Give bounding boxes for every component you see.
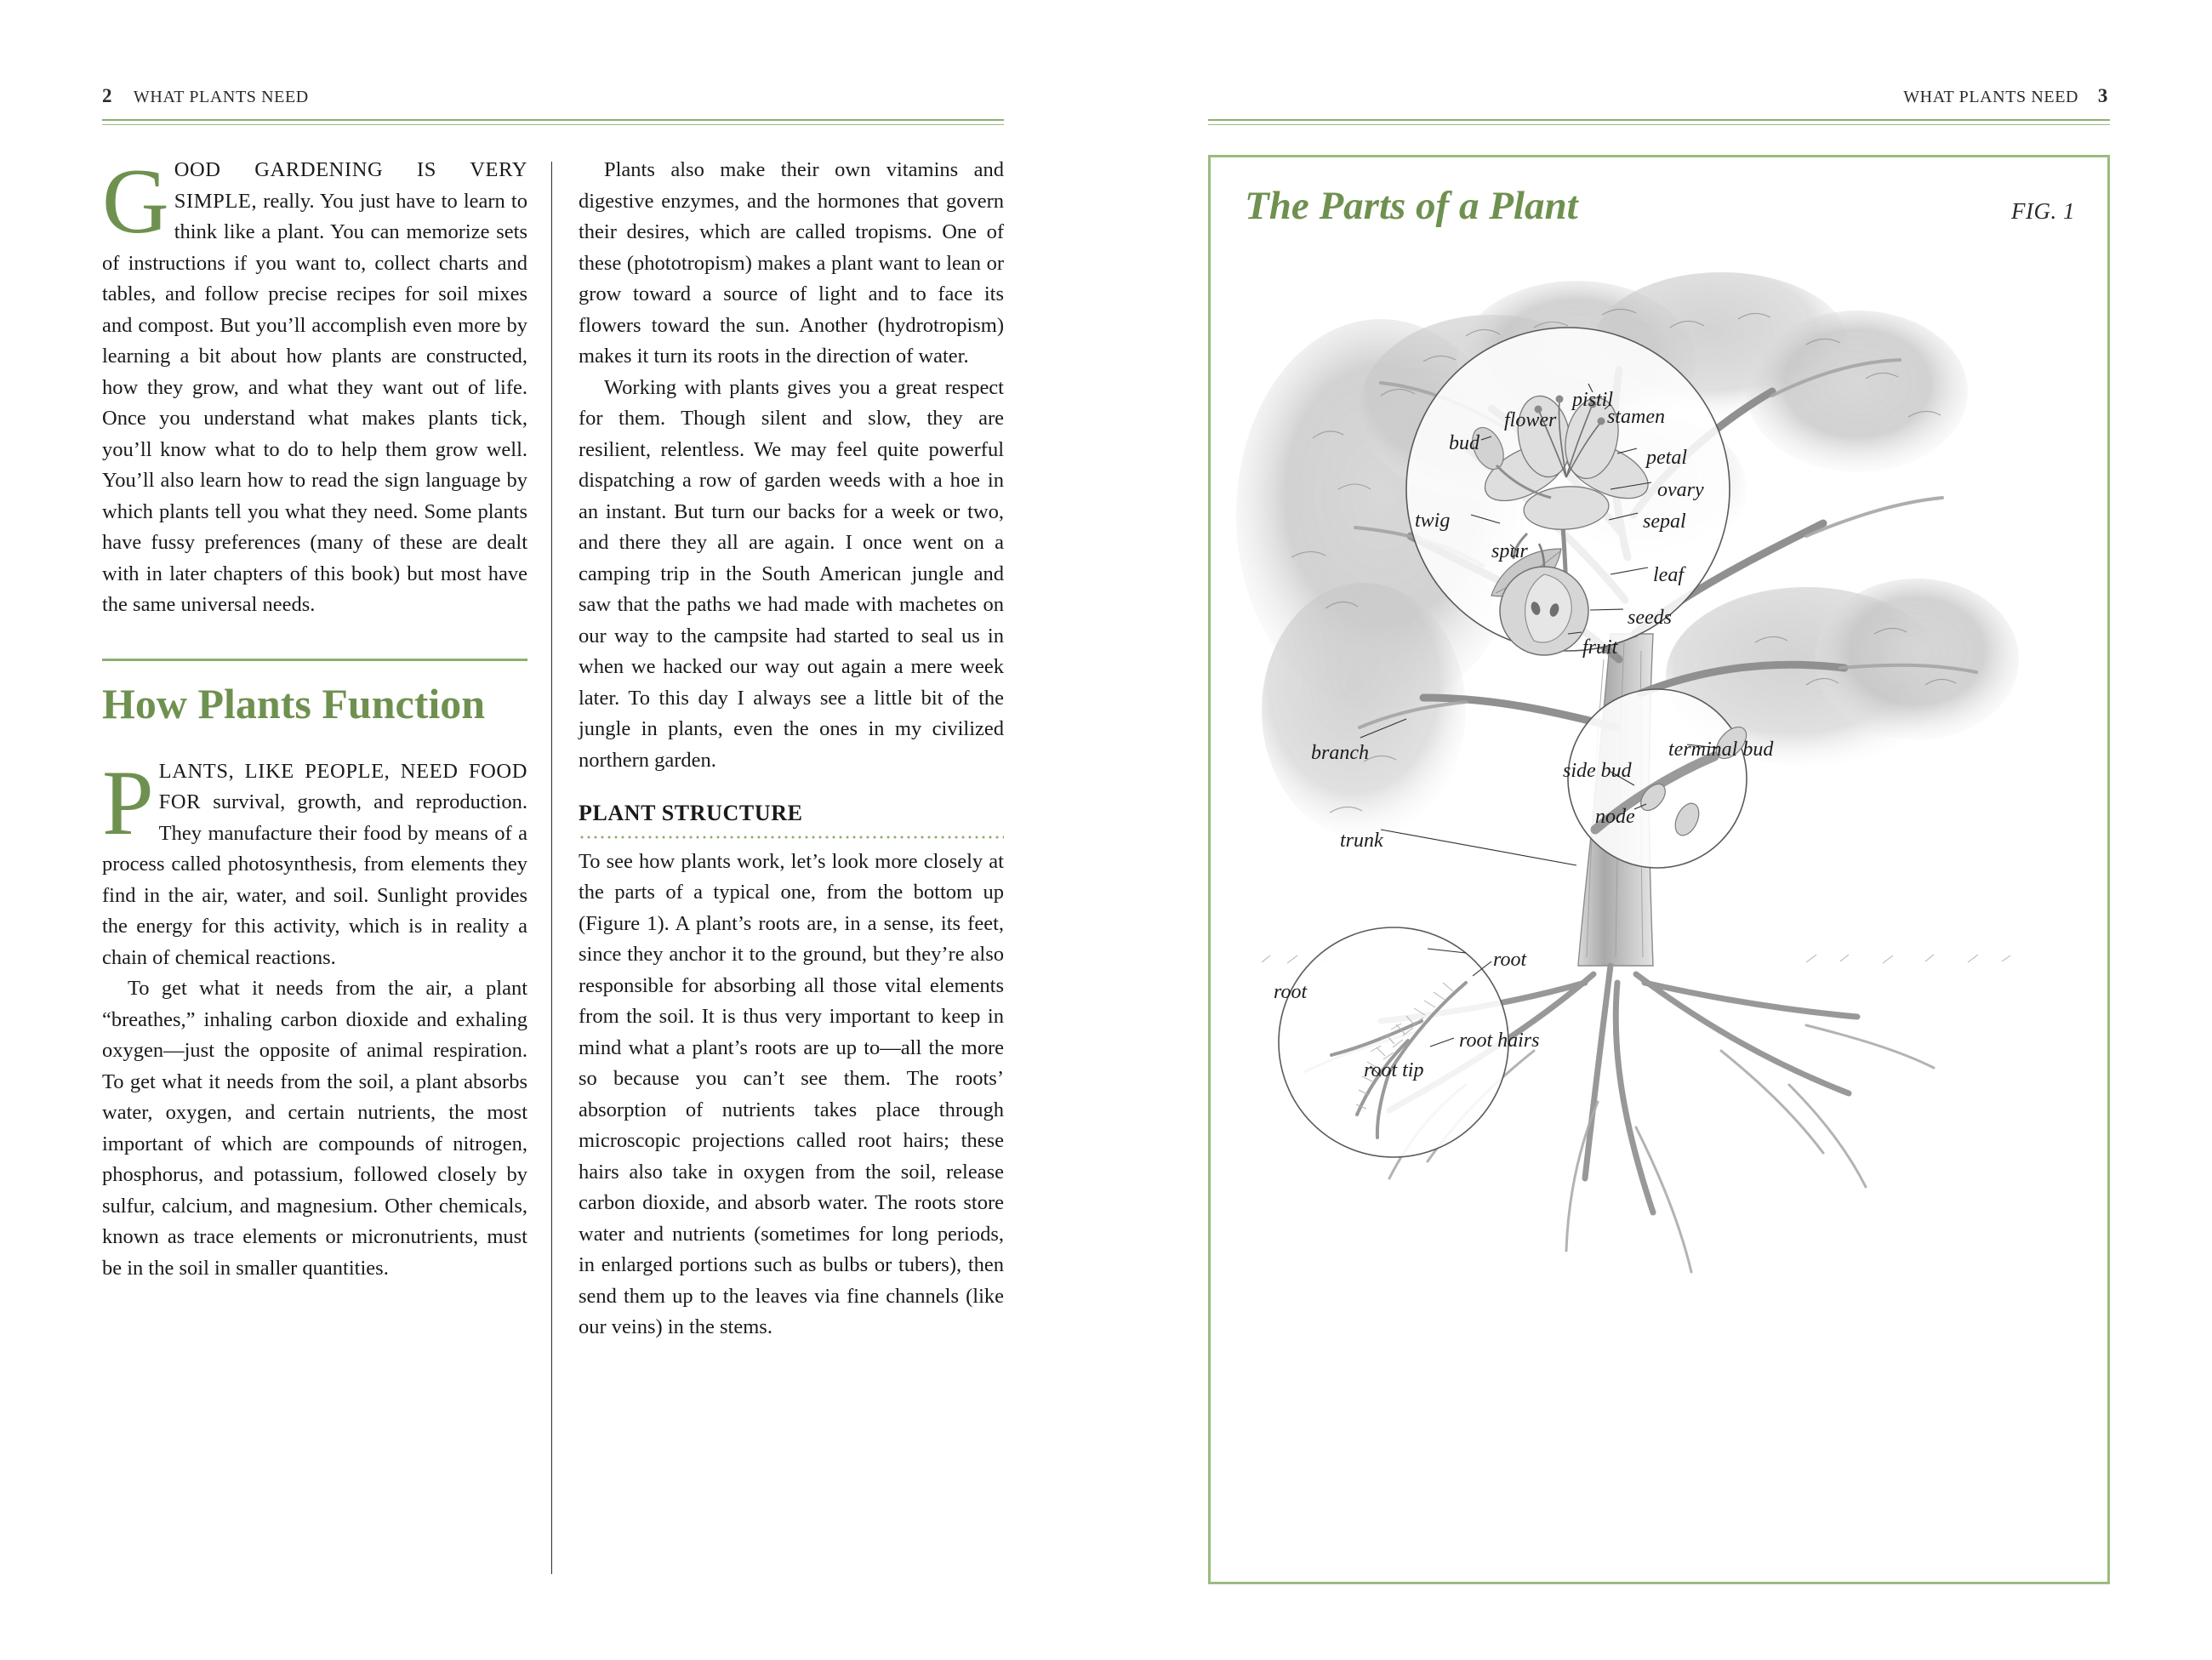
label-spur: spur bbox=[1491, 540, 1528, 562]
plant-illustration bbox=[1211, 234, 2107, 1578]
plants-function-lead-in: LANTS, LIKE PEOPLE, NEED FOOD FOR bbox=[158, 759, 527, 813]
column-a bbox=[102, 150, 527, 1284]
subheading-plant-structure: PLANT STRUCTURE bbox=[579, 801, 803, 825]
air-soil-paragraph: To get what it needs from the air, a plant “breathes,” inhaling carbon dioxide and exhaling oxygen—just the opposite of animal respiration. To get what it needs from the soil, a plant absorbs water, oxygen, and certain nutrients, the most important of which are compounds of nitrogen, phosphorus, and potassium, followed closely by sulfur, calcium, and magnesium. Other chemicals, known as trace elements or micronutrients, must be in the soil in smaller quantities. bbox=[102, 977, 527, 1280]
label-fruit: fruit bbox=[1582, 636, 1618, 659]
section-heading-rule bbox=[102, 659, 527, 661]
section-heading-block bbox=[102, 659, 527, 727]
label-bud: bud bbox=[1449, 432, 1479, 454]
page-number-right: 3 bbox=[2097, 85, 2110, 106]
label-flower: flower bbox=[1504, 409, 1557, 431]
running-head-right-text: WHAT PLANTS NEED bbox=[1903, 88, 2079, 106]
label-root-tip: root tip bbox=[1364, 1059, 1424, 1081]
drop-cap-g: G bbox=[102, 150, 169, 253]
label-sepal: sepal bbox=[1643, 511, 1686, 533]
label-trunk: trunk bbox=[1340, 830, 1383, 852]
text-columns-left bbox=[102, 150, 1004, 1584]
label-twig: twig bbox=[1415, 510, 1451, 532]
label-terminal-bud: terminal bud bbox=[1668, 739, 1774, 761]
opening-paragraph bbox=[102, 150, 527, 621]
figure-number-prefix: F bbox=[2011, 198, 2026, 224]
plants-function-paragraph bbox=[102, 750, 527, 974]
column-divider bbox=[551, 162, 552, 1574]
header-rule-right-2 bbox=[1208, 124, 2110, 125]
running-head-right bbox=[1903, 85, 2110, 107]
figure-number-value: 1 bbox=[2063, 198, 2075, 224]
figure-number-small: IG. bbox=[2026, 198, 2057, 224]
column-b bbox=[579, 155, 1004, 1343]
page-number-left: 2 bbox=[102, 85, 115, 106]
opening-lead-in: OOD GARDENING IS VERY SIMPLE, bbox=[174, 158, 527, 213]
plants-function-text: survival, growth, and reproduction. They manufacture their food by means of a process called photosynthesis, from elements they find in the air, water, and soil. Sunlight provides the energy for this activity, which is in reality a chain of chemical reactions. bbox=[102, 790, 527, 969]
header-rule-left bbox=[102, 119, 1004, 121]
running-head-left-text: WHAT PLANTS NEED bbox=[133, 88, 309, 106]
respect-paragraph: Working with plants gives you a great respect for them. Though silent and slow, they are resilient, relentless. We may feel quite powerful dispatching a row of garden weeds with a hoe in an instant. But turn our backs for a week or two, and there they all are again. I once went on a camping trip in the South American jungle and saw that the paths we had made with machetes on our way to the campsite had started to seal us in when we hacked our way out again a mere week later. To this day I always see a little bit of the jungle in plants, even the ones in my civilized northern garden. bbox=[579, 375, 1004, 772]
header-rule-right bbox=[1208, 119, 2110, 121]
label-node: node bbox=[1595, 806, 1635, 828]
opening-paragraph-text: really. You just have to learn to think like a plant. You can memorize sets of instructions if you want to, collect charts and tables, and follow precise recipes for soil mixes and compost. But you’ll accomplish even more by learning a bit about how plants are constructed, how they grow, and what they want out of life. Once you understand what makes plants tick, you’ll know what to do to help them grow well. You’ll also learn how to read the sign language by which plants tell you what they need. Some plants have fussy preferences (many of these are dealt with in later chapters of this book) but most have the same universal needs. bbox=[102, 189, 527, 616]
label-side-bud: side bud bbox=[1563, 760, 1632, 782]
figure-number bbox=[2011, 198, 2075, 225]
header-rule-left-2 bbox=[102, 124, 1004, 125]
label-root: root bbox=[1274, 981, 1308, 1003]
plant-structure-paragraph: To see how plants work, let’s look more closely at the parts of a typical one, from the bottom up (Figure 1). A plant’s roots are, in a sense, its feet, since they anchor it to the ground, but they’re also responsible for absorbing all those vital elements from the soil. It is thus very important to keep in mind what a plant’s roots are up to—all the more so because you can’t see them. The roots’ absorption of nutrients takes place through microscopic projections called root hairs; these hairs also take in oxygen from the soil, release carbon dioxide, and absorb water. The roots store water and nutrients (sometimes for long periods, in enlarged portions such as bulbs or tubers), then send them up to the leaves via fine channels (like our veins) in the stems. bbox=[579, 849, 1004, 1338]
vitamins-paragraph: Plants also make their own vitamins and digestive enzymes, and the hormones that govern their desires, which are called tropisms. One of these (phototropism) makes a plant want to lean or grow toward a source of light and to face its flowers toward the sun. Another (hydrotropism) makes it turn its roots in the direction of water. bbox=[579, 158, 1004, 368]
label-pistil: pistil bbox=[1572, 389, 1614, 411]
label-root-hairs: root hairs bbox=[1459, 1030, 1540, 1052]
subheading-dotted-rule bbox=[579, 836, 1004, 839]
label-branch: branch bbox=[1311, 742, 1369, 764]
figure-box bbox=[1208, 155, 2110, 1584]
label-leaf: leaf bbox=[1653, 564, 1684, 586]
label-root-detail: root bbox=[1493, 949, 1527, 971]
label-ovary: ovary bbox=[1657, 479, 1704, 501]
right-page bbox=[1106, 0, 2212, 1660]
label-seeds: seeds bbox=[1628, 607, 1672, 629]
running-head-left bbox=[102, 85, 309, 107]
figure-title: The Parts of a Plant bbox=[1245, 184, 1578, 228]
label-petal: petal bbox=[1646, 447, 1687, 469]
label-stamen: stamen bbox=[1607, 406, 1665, 428]
drop-cap-p: P bbox=[102, 750, 154, 854]
section-heading: How Plants Function bbox=[102, 679, 486, 727]
